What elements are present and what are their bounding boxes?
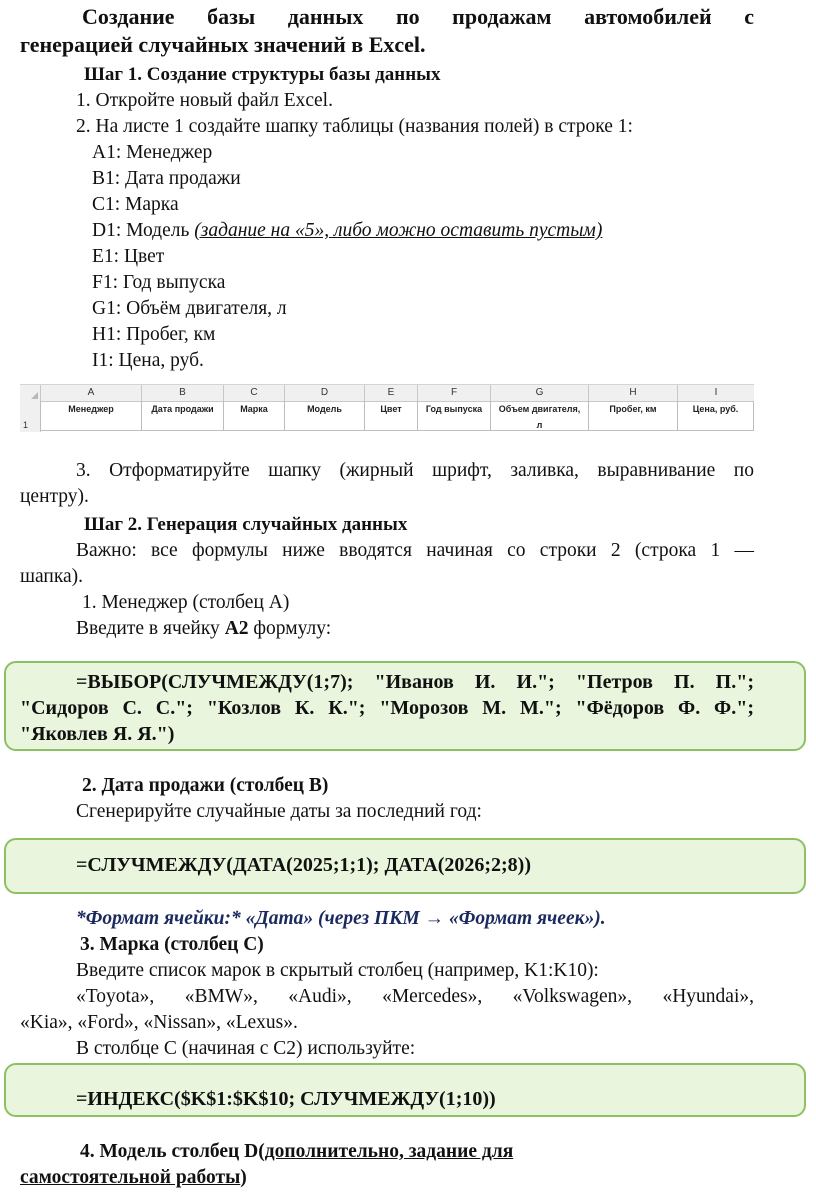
sub2-text: Сгенерируйте случайные даты за последний год: <box>76 801 482 822</box>
brands-line-2: «Kia», «Ford», «Nissan», «Lexus». <box>20 1012 298 1033</box>
sub3-use-text: В столбце C (начиная с C2) используйте: <box>76 1038 416 1059</box>
sub1-heading: 1. Менеджер (столбец A) <box>82 592 290 613</box>
sub2-heading: 2. Дата продажи (столбец B) <box>82 775 329 796</box>
column-header-bar <box>20 384 754 402</box>
formula-2: =СЛУЧМЕЖДУ(ДАТА(2025;1;1); ДАТА(2026;2;8)) <box>76 854 531 876</box>
excel-header-screenshot <box>20 372 754 432</box>
column-header-f: F <box>417 385 490 401</box>
field-h: H1: Пробег, км <box>92 324 216 345</box>
step2-heading: Шаг 2. Генерация случайных данных <box>84 514 408 535</box>
formula-1-line-1: =ВЫБОР(СЛУЧМЕЖДУ(1;7); "Иванов И. И."; "Петров П. П."; <box>76 671 754 693</box>
field-d-note: (задание на «5», либо можно оставить пустым) <box>194 220 603 241</box>
field-d <box>92 218 602 244</box>
field-i: I1: Цена, руб. <box>92 350 204 371</box>
field-c: C1: Марка <box>92 194 179 215</box>
field-b: B1: Дата продажи <box>92 168 241 189</box>
cell-f1: Год выпуска <box>417 401 490 431</box>
step1-item-2: 2. На листе 1 создайте шапку таблицы (названия полей) в строке 1: <box>76 116 633 137</box>
sub4-line2-suffix: ) <box>240 1167 247 1188</box>
cell-i1: Цена, руб. <box>677 401 754 431</box>
column-header-h: H <box>588 385 677 401</box>
column-header-d: D <box>284 385 364 401</box>
step1-heading: Шаг 1. Создание структуры базы данных <box>84 64 441 85</box>
sub4-heading-line-2 <box>20 1165 247 1191</box>
column-header-g: G <box>490 385 588 401</box>
cell-d1: Модель <box>284 401 364 431</box>
cell-h1: Пробег, км <box>588 401 677 431</box>
field-f: F1: Год выпуска <box>92 272 226 293</box>
format-note: *Формат ячейки:* «Дата» (через ПКМ → «Формат ячеек»). <box>76 908 606 929</box>
enter-cell-ref: A2 <box>224 618 249 639</box>
sub3-heading: 3. Марка (столбец C) <box>80 934 264 955</box>
cell-a1: Менеджер <box>40 401 141 431</box>
row-header-1: 1 <box>20 401 41 432</box>
step1-item-1: 1. Откройте новый файл Excel. <box>76 90 333 111</box>
sub4-prefix: 4. Модель столбец D( <box>80 1141 265 1162</box>
formula-3: =ИНДЕКС($K$1:$K$10; СЛУЧМЕЖДУ(1;10)) <box>76 1088 496 1110</box>
column-header-i: I <box>677 385 754 401</box>
step2-important-line-1: Важно: все формулы ниже вводятся начиная со строки 2 (строка 1 — <box>76 540 754 561</box>
column-header-e: E <box>364 385 417 401</box>
step2-important-line-2: шапка). <box>20 566 84 587</box>
enter-formula-text <box>76 616 331 642</box>
select-all-corner <box>20 385 40 401</box>
step1-item-3-line-2: центру). <box>20 486 89 507</box>
enter-prefix: Введите в ячейку <box>76 618 225 639</box>
field-a: A1: Менеджер <box>92 142 213 163</box>
field-g: G1: Объём двигателя, л <box>92 298 287 319</box>
brands-line-1: «Toyota», «BMW», «Audi», «Mercedes», «Volkswagen», «Hyundai», <box>76 986 754 1007</box>
enter-suffix: формулу: <box>248 618 332 639</box>
field-d-label: D1: Модель <box>92 220 190 241</box>
cell-g1-line-1: Объем двигателя, <box>498 404 581 414</box>
sub4-underlined: дополнительно, задание для <box>264 1141 514 1162</box>
cell-e1: Цвет <box>364 401 417 431</box>
title-line-1: Создание базы данных по продажам автомобилей с <box>82 4 754 29</box>
cell-g1-line-2: л <box>536 420 543 430</box>
sub3-text: Введите список марок в скрытый столбец (например, K1:K10): <box>76 960 599 981</box>
cell-g1 <box>490 401 588 431</box>
cell-b1: Дата продажи <box>141 401 223 431</box>
column-header-b: B <box>141 385 223 401</box>
step1-item-3-line-1: 3. Отформатируйте шапку (жирный шрифт, заливка, выравнивание по <box>76 460 754 481</box>
field-e: E1: Цвет <box>92 246 165 267</box>
column-header-a: A <box>40 385 141 401</box>
sub4-heading-line-1 <box>80 1139 513 1165</box>
formula-1-line-2: "Сидоров С. С."; "Козлов К. К."; "Морозов М. М."; "Фёдоров Ф. Ф."; <box>20 697 754 719</box>
cell-c1: Марка <box>223 401 284 431</box>
column-header-c: C <box>223 385 284 401</box>
sub4-line2-underlined: самостоятельной работы <box>20 1167 241 1188</box>
formula-1-line-3: "Яковлев Я. Я.") <box>20 723 175 745</box>
title-line-2: генерацией случайных значений в Excel. <box>20 32 426 57</box>
